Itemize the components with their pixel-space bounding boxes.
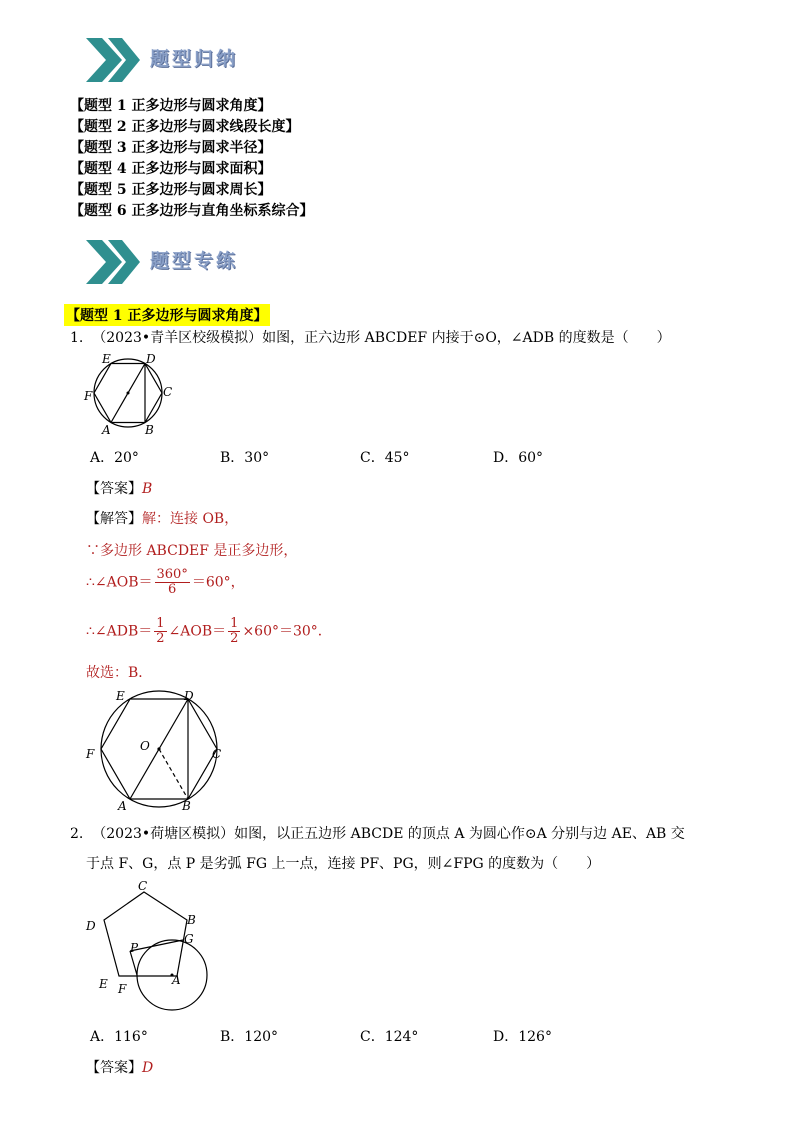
answer-line [86,478,152,498]
label-C: C [163,385,173,399]
pentagon-figure [84,880,214,1016]
question-source: （2023•荷塘区模拟） [92,826,235,842]
question-text: 如图，以正五边形 ABCDE 的顶点 A 为圆心作⊙A 分别与边 AE、AB 交 [234,826,685,842]
question-2 [70,823,685,843]
topic-item: 【题型 3 正多边形与圆求半径】 [70,140,272,156]
topic-item: 【题型 6 正多边形与直角坐标系综合】 [70,203,314,219]
label-A: A [118,799,127,813]
answer-value: B [142,481,153,497]
option-d[interactable]: D．60° [493,450,544,466]
label-O: O [140,739,150,753]
fraction-half: $\frac{1}{2}$ [230,616,239,646]
solution-line-4: ∴∠ADB＝ $\frac{1}{2}$ ∠AOB＝ $\frac{1}{2}$ ×60°＝30°． [86,616,332,646]
solution-line-3: ∴∠AOB＝ $\frac{360^\circ}{6}$ ＝60°， [86,567,245,597]
option-d[interactable]: D．126° [493,1029,552,1045]
banner-title: 题型专练 [150,250,239,272]
answer-label: 【答案】 [86,481,142,497]
label-F: F [118,982,127,996]
solution-line-2: ∵多边形 ABCDEF 是正多边形， [86,543,298,559]
question-number: 1. [70,330,84,346]
label-G: G [184,932,194,946]
fraction: $\frac{360^\circ}{6}$ [156,567,188,597]
answer-line [86,1057,153,1077]
label-A: A [172,973,181,987]
topic-list [70,96,314,222]
topic-item: 【题型 5 正多边形与圆求周长】 [70,182,272,198]
option-b[interactable]: B．30° [220,450,270,466]
banner-title: 题型归纳 [150,48,239,70]
label-D: D [86,919,96,933]
option-b[interactable]: B．120° [220,1029,279,1045]
fraction-half: $\frac{1}{2}$ [156,616,165,646]
label-B: B [187,913,196,927]
label-P: P [130,941,139,955]
answer-value: D [142,1060,154,1076]
question-2-line-2: 于点 F、G，点 P 是劣弧 FG 上一点，连接 PF、PG，则∠FPG 的度数为（ ） [86,856,601,872]
topic-item: 【题型 1 正多边形与圆求角度】 [70,98,272,114]
hexagon-figure-large [84,688,234,814]
label-F: F [86,747,95,761]
label-A: A [102,423,111,437]
question-text: 如图，正六边形 ABCDEF 内接于⊙O，∠ADB 的度数是（ ） [262,330,671,346]
topic-item: 【题型 2 正多边形与圆求线段长度】 [70,119,300,135]
label-C: C [138,880,148,893]
question-source: （2023•青羊区校级模拟） [92,330,263,346]
solution-line-1: 【解答】解：连接 OB， [86,511,239,527]
topic-item: 【题型 4 正多边形与圆求面积】 [70,161,272,177]
label-E: E [102,352,111,366]
section-banner-practice [82,236,282,288]
double-chevron-icon [82,34,142,86]
section-banner-summary [82,34,282,86]
hexagon-figure-small [82,352,182,438]
question-1 [70,327,671,347]
solution-conclusion: 故选：B． [86,665,153,681]
question-number: 2. [70,826,84,842]
answer-label: 【答案】 [86,1060,142,1076]
label-B: B [182,799,191,813]
option-a[interactable]: A．116° [90,1029,148,1045]
option-c[interactable]: C．124° [360,1029,419,1045]
option-c[interactable]: C．45° [360,450,410,466]
section-tag: 【题型 1 正多边形与圆求角度】 [64,304,270,326]
label-E: E [99,977,108,991]
label-D: D [146,352,156,366]
label-F: F [84,389,93,403]
label-C: C [212,747,222,761]
label-D: D [184,689,194,703]
label-E: E [116,689,125,703]
double-chevron-icon [82,236,142,288]
option-a[interactable]: A．20° [90,450,139,466]
label-B: B [145,423,154,437]
solution-label: 【解答】 [86,511,142,527]
